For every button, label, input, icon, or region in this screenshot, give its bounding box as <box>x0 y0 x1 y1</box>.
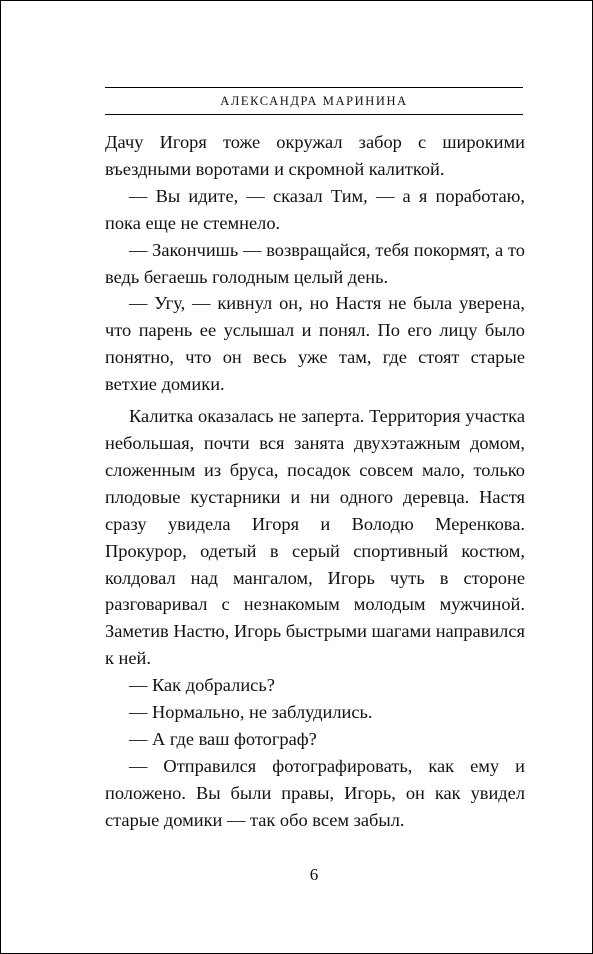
paragraph: — Закончишь — возвращайся, тебя покормят, а то ведь бегаешь голодным целый день. <box>105 239 525 287</box>
body-text <box>105 129 525 834</box>
paragraph: Дачу Игоря тоже окружал забор с широкими въездными воротами и скромной калиткой. <box>105 132 525 179</box>
paragraph: — А где ваш фотограф? <box>129 728 317 749</box>
paragraph: Калитка оказалась не заперта. Территория участка небольшая, почти вся занята двухэтажным домом, сложенным из бруса, посадок совсем мало, только плодовые кустарники и ни одного деревца. Настя сразу увидела Игоря и Володю Меренкова. Прокурор, одетый в серый спортивный костюм, колдовал над мангалом, Игорь чуть в стороне разговаривал с незнакомым молодым мужчиной. Заметив Настю, Игорь быстрыми шагами направился к ней. <box>105 406 525 669</box>
paragraph: — Вы идите, — сказал Тим, — а я поработаю, пока еще не стемнело. <box>105 185 525 233</box>
header-rule-bottom <box>105 114 523 115</box>
header-rule-top <box>105 87 523 88</box>
paragraph: — Нормально, не заблудились. <box>129 702 373 723</box>
running-head: АЛЕКСАНДРА МАРИНИНА <box>220 94 408 108</box>
paragraph: — Угу, — кивнул он, но Настя не была уверена, что парень ее услышал и понял. По его лицу было понятно, что он весь уже там, где стоят старые ветхие домики. <box>105 293 525 395</box>
paragraph: — Отправился фотографировать, как ему и положено. Вы были правы, Игорь, он как увидел старые домики — так обо всем забыл. <box>105 755 525 830</box>
paragraph: — Как добрались? <box>129 675 275 696</box>
page-number: 6 <box>309 865 319 884</box>
